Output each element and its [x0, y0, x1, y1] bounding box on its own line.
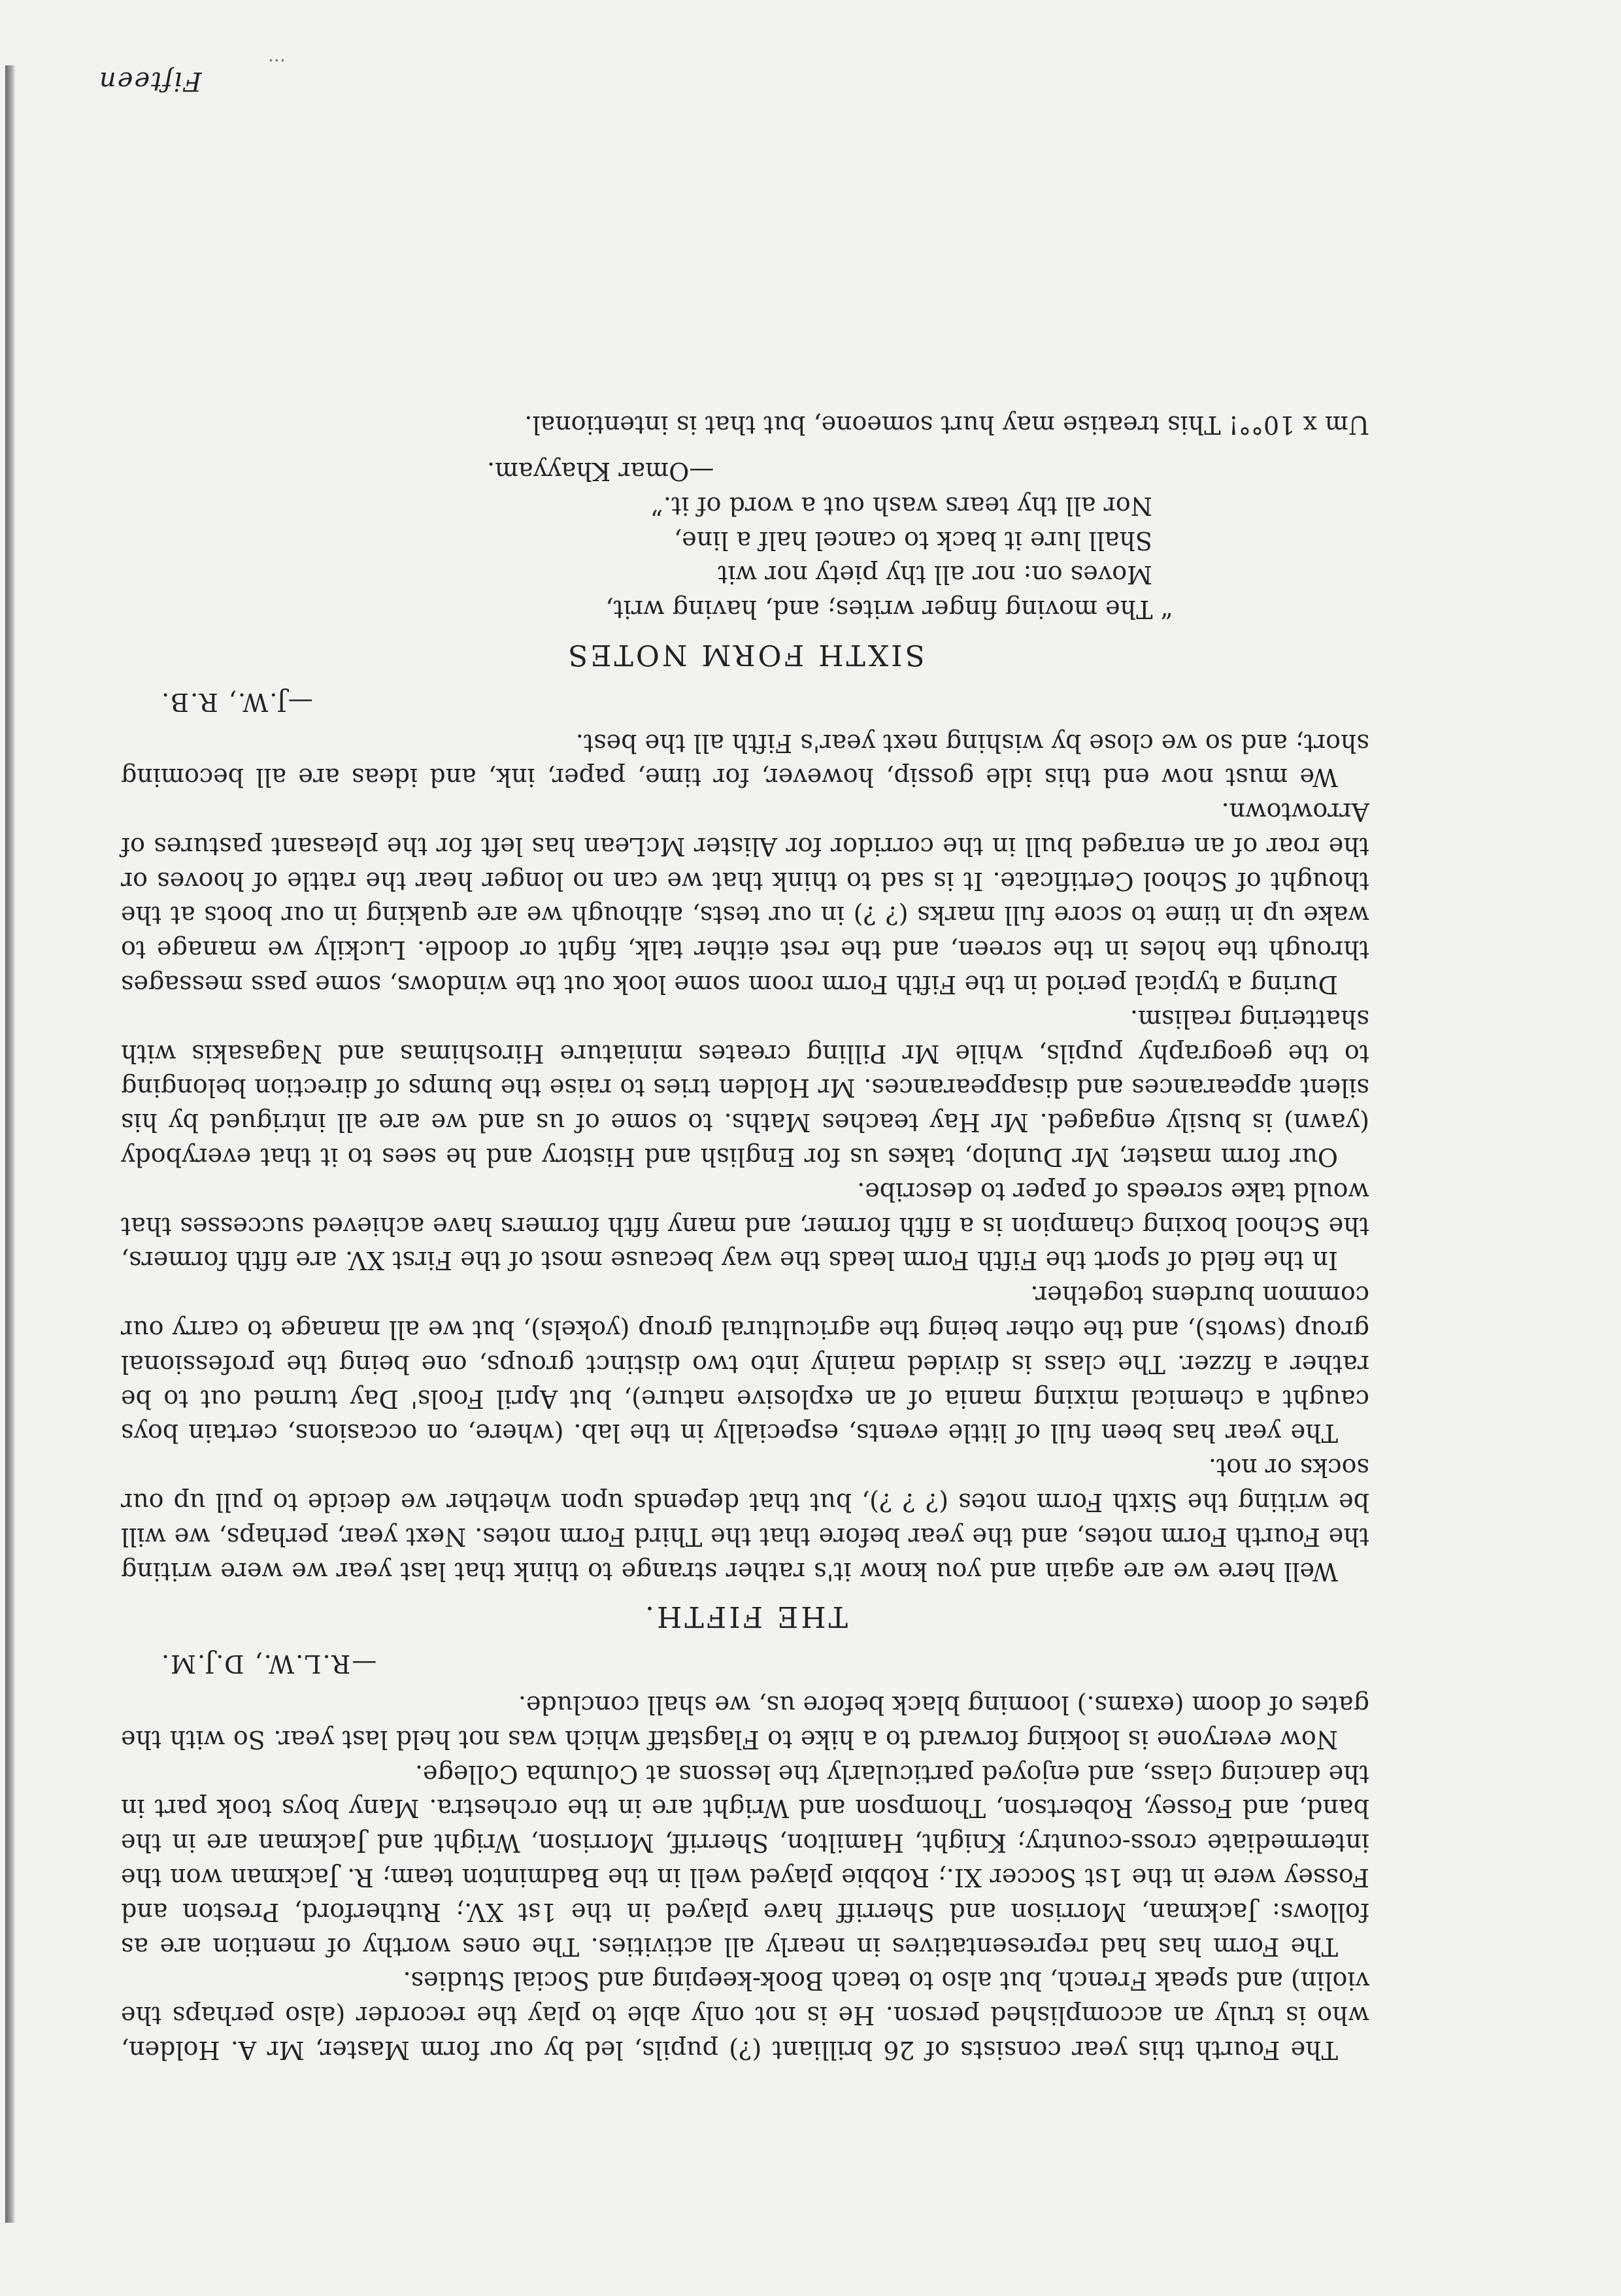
verse-line: “ The moving finger writes; and, having writ, [605, 595, 1173, 624]
paragraph: The year has been full of little events, especially in the lab. (where, on occasions, certain boys caught a chemical mixing mania of an explosive nature), but April Fools' Day turned out to be rather a fizzer. The class is divided mainly into two distinct groups, one being the professional group (swots), and the other being the agricultural group (yokels), but we all manage to carry our common burdens together. [121, 1281, 1369, 1448]
margin-mark: ... [268, 55, 286, 76]
paragraph: Well here we are again and you know it's rather strange to think that last year we were writing the Fourth Form notes, and the year before that the Third Form notes. Next year, perhaps, we will be writing the Sixth Form notes (? ? ?), but that depends upon whether we decide to pull up our socks or not. [121, 1453, 1369, 1586]
paragraph: During a typical period in the Fifth Form room some look out the windows, some pass messages through the holes in the screen, and the rest either talk, fight or doodle. Luckily we manage to wake up in time to score full marks (? ?) in our tests, although we are quaking in our boots at the thought of School Certificate. It is sad to think that we can no longer hear the rattle of hooves or the roar of an enraged bull in the corridor for Alister McLean has left for the pleasant pastures of Arrowtown. [121, 798, 1369, 1000]
paragraph: The Form has had representatives in nearly all activities. The ones worthy of mention are as follows: Jackman, Morrison and Sherriff have played in the 1st XV.; Rutherford, Preston and Fossey were in the 1st Soccer XI.; Robbie played well in the Badminton team; R. Jackman won the intermediate cross-country; Knight, Hamilton, Sherriff, Morrison, Wright and Jackman are in the band, and Fossey, Robertson, Thompson and Wright are in the orchestra. Many boys took part in the dancing class, and enjoyed particularly the lessons at Columba College. [121, 1759, 1369, 1961]
paragraph: Our form master, Mr Dunlop, takes us for English and History and he sees to it that everybody (yawn) is busily engaged. Mr Hay teaches Maths. to some of us and we are all intrigued by his silent appearances and disappearances. Mr Holden tries to raise the bumps of direction belonging to the geography pupils, while Mr Pilling creates miniature Hiroshimas and Nagasakis with shattering realism. [121, 1004, 1369, 1172]
section-heading: SIXTH FORM NOTES [565, 637, 925, 671]
signature: —R.L.W., D.J.M. [160, 1649, 377, 1679]
sixth-form-notes [121, 407, 1369, 671]
fifth-form-notes [121, 684, 1369, 1634]
signature: —J.W., R.B. [160, 687, 313, 717]
paragraph: The Fourth this year consists of 26 brilliant (?) pupils, led by our form Master, Mr A. Holden, who is truly an accomplished person. He is not only able to play the recorder (also perhaps the violin) and speak French, but also to teach Book-keeping and Social Studies. [121, 1967, 1369, 2065]
closing-line: Um x 10°°! This treatise may hurt someone, but that is intentional. [524, 411, 1369, 440]
verse-line: Moves on: nor all thy piety nor wit [718, 560, 1152, 590]
page-number: Fifteen [98, 66, 202, 96]
paragraph: We must now end this idle gossip, however, for time, paper, ink, and ideas are all becoming short; and so we close by wishing next year's Fifth all the best. [121, 728, 1369, 792]
page-body [121, 0, 1369, 2067]
section-heading: THE FIFTH. [643, 1600, 848, 1634]
paragraph: Now everyone is looking forward to a hike to Flagstaff which was not held last year. So with the gates of doom (exams.) looming black before us, we shall conclude. [121, 1691, 1369, 1754]
verse-attribution: —Omar Khayyam. [487, 456, 714, 486]
verse-line: Shall lure it back to cancel half a line, [674, 526, 1152, 555]
paragraph: In the field of sport the Fifth Form leads the way because most of the First XV. are fifth formers, the School boxing champion is a fifth former, and many fifth formers have achieved successes that would take screeds of paper to describe. [121, 1177, 1369, 1275]
verse-line: Nor all thy tears wash out a word of it.” [650, 491, 1152, 520]
verse-quote [121, 488, 1173, 626]
fourth-form-notes [121, 1646, 1369, 2067]
